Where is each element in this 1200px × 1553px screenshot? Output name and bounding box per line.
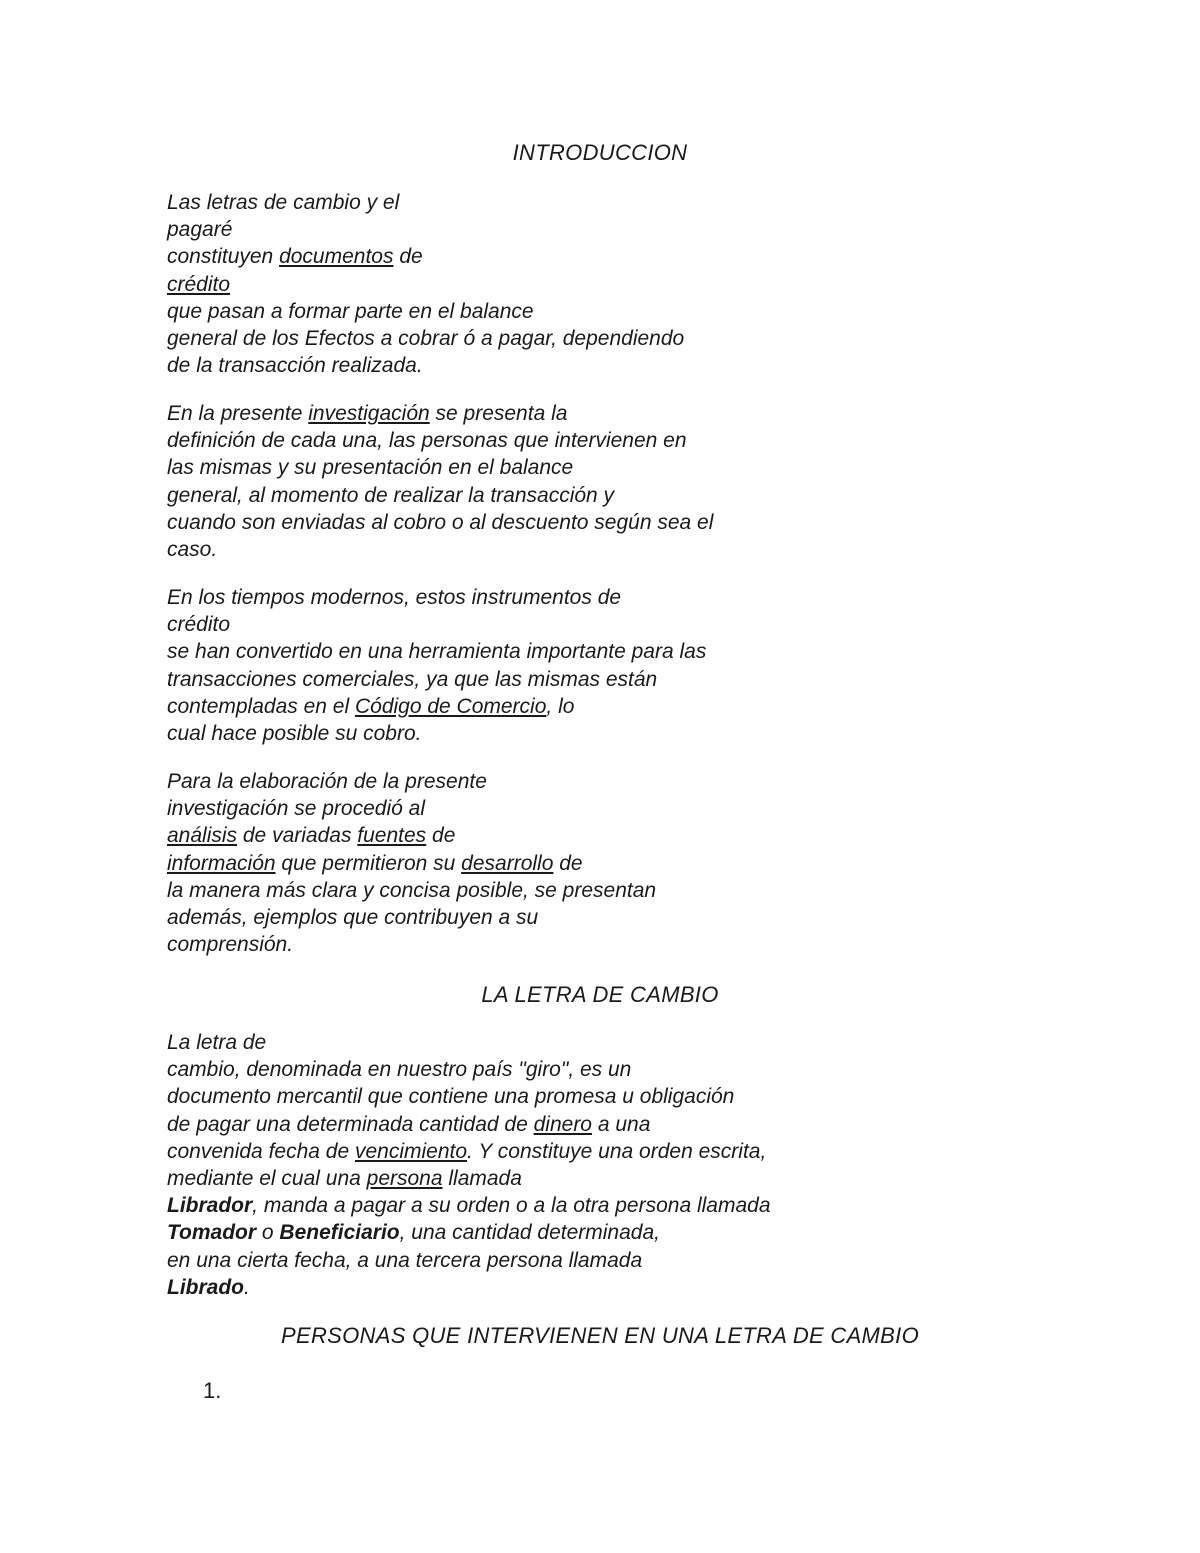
text-line: cuando son enviadas al cobro o al descuento según sea el [167,510,714,534]
bold-term-beneficiario: Beneficiario [279,1221,400,1245]
text-line: documento mercantil que contiene una promesa u obligación [167,1085,735,1109]
bold-term-tomador: Tomador [167,1221,257,1245]
text-fragment: constituyen [167,245,280,269]
bold-term-librado: Librado [167,1275,244,1299]
paragraph-intro-3 [167,584,887,747]
text-line [167,1192,887,1219]
link-desarrollo[interactable]: desarrollo [461,851,554,875]
text-fragment: de pagar una determinada cantidad de [167,1112,534,1136]
text-line [167,1219,887,1246]
link-codigo-de-comercio[interactable]: Código de Comercio [354,694,547,718]
text-line: investigación se procedió al [167,797,425,821]
text-line [167,243,887,270]
text-fragment: , lo [546,694,575,718]
text-line: en una cierta fecha, a una tercera persona llamada [167,1248,643,1272]
link-persona[interactable]: persona [366,1166,443,1190]
text-line [167,1111,887,1138]
text-line: comprensión. [167,933,294,957]
text-line: transacciones comerciales, ya que las mismas están [167,667,658,691]
text-line: que pasan a formar parte en el balance [167,299,534,323]
list-number-marker: 1. [203,1378,222,1403]
heading-introduccion: INTRODUCCION [512,140,688,165]
text-line: de la transacción realizada. [167,354,423,378]
text-line [167,693,887,720]
link-dinero[interactable]: dinero [533,1112,592,1136]
text-line [167,1165,887,1192]
text-line: crédito [167,613,231,637]
heading-personas-que-intervienen: PERSONAS QUE INTERVIENEN EN UNA LETRA DE CAMBIO [281,1323,919,1348]
text-fragment: En la presente [167,402,309,425]
paragraph-letra-1 [167,1029,887,1301]
link-documentos[interactable]: documentos [279,245,394,269]
text-line [167,1274,887,1301]
link-analisis[interactable]: análisis [167,824,238,848]
text-line: las mismas y su presentación en el balance [167,456,574,480]
link-vencimiento[interactable]: vencimiento [354,1139,468,1163]
text-line: Para la elaboración de la presente [167,770,487,793]
text-line: cambio, denominada en nuestro país "giro", es un [167,1058,632,1082]
text-fragment: de [553,851,583,875]
text-fragment: a una [592,1112,651,1136]
paragraph-intro-4 [167,768,887,958]
text-line: En los tiempos modernos, estos instrumentos de [167,586,622,609]
text-fragment: . Y constituye una orden escrita, [467,1139,767,1163]
text-fragment: de variadas [237,824,358,848]
paragraph-intro-1 [167,189,887,379]
heading-la-letra-de-cambio: LA LETRA DE CAMBIO [481,982,719,1007]
text-line [167,400,887,427]
link-investigacion[interactable]: investigación [308,402,430,425]
text-line: pagaré [167,218,233,242]
text-line [167,271,887,298]
bold-term-librador: Librador [167,1194,253,1218]
text-line [167,822,887,849]
text-fragment: convenida fecha de [167,1139,355,1163]
text-line: Las letras de cambio y el [167,191,400,214]
text-line: caso. [167,537,218,561]
text-fragment: mediante el cual una [167,1166,367,1190]
text-fragment: de [426,824,456,848]
text-line [167,1138,887,1165]
link-credito[interactable]: crédito [167,272,231,296]
text-fragment: contempladas en el [167,694,355,718]
text-fragment: se presenta la [429,402,568,425]
link-fuentes[interactable]: fuentes [357,824,427,848]
paragraph-intro-2 [167,400,887,563]
text-line: general de los Efectos a cobrar ó a pagar, dependiendo [167,326,685,350]
text-line: definición de cada una, las personas que intervienen en [167,429,687,453]
text-line [167,850,887,877]
text-line: general, al momento de realizar la transacción y [167,483,615,507]
text-fragment: , manda a pagar a su orden o a la otra persona llamada [252,1194,771,1218]
text-line: se han convertido en una herramienta importante para las [167,640,707,664]
text-fragment: que permitieron su [275,851,462,875]
text-line: cual hace posible su cobro. [167,721,422,745]
text-fragment: llamada [442,1166,522,1190]
text-fragment: o [256,1221,280,1245]
text-fragment: . [244,1275,250,1299]
text-line: la manera más clara y concisa posible, se presentan [167,878,657,902]
text-fragment: de [393,245,423,269]
link-informacion[interactable]: información [167,851,276,875]
text-line: La letra de [167,1031,267,1054]
text-fragment: , una cantidad determinada, [399,1221,660,1245]
text-line: además, ejemplos que contribuyen a su [167,905,539,929]
